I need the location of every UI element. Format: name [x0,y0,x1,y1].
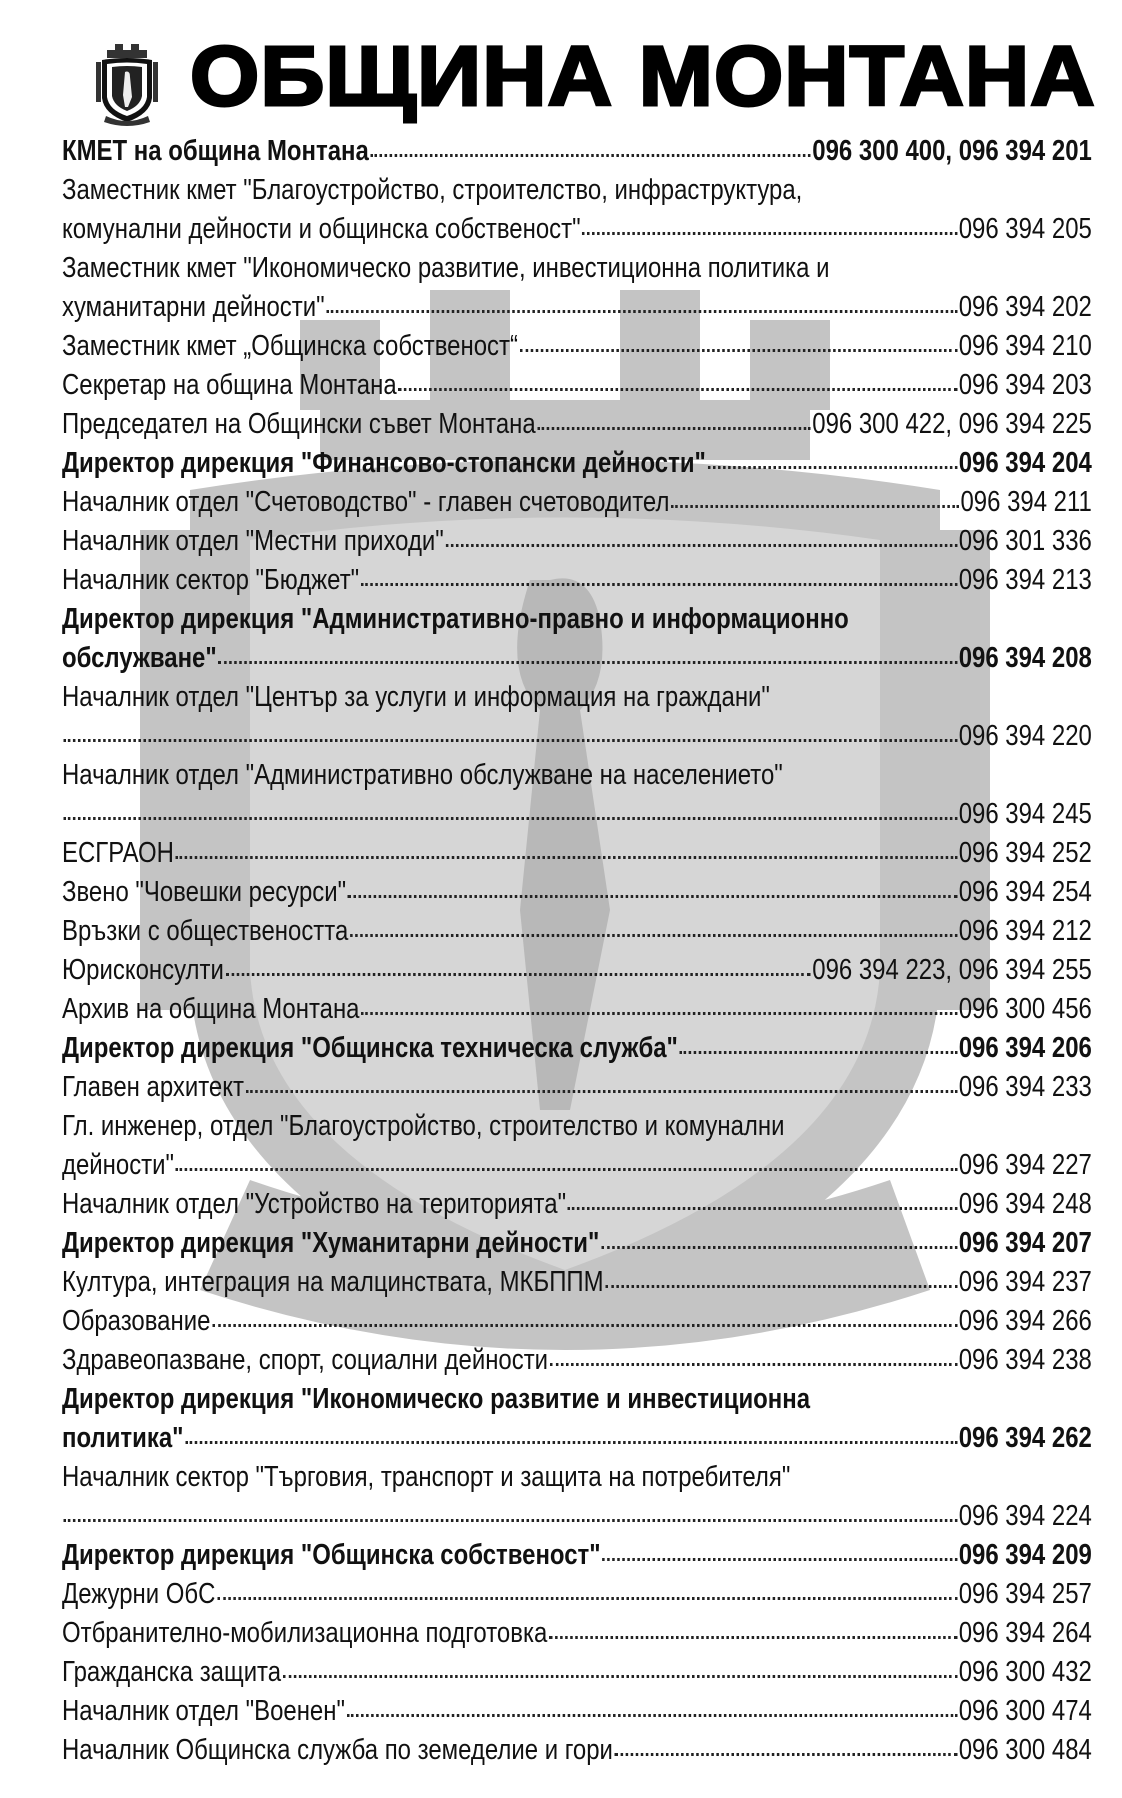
phone-number[interactable]: 096 300 422, 096 394 225 [812,408,1092,440]
dot-leader [671,505,959,508]
dot-leader [537,427,810,430]
entry-label: политика" [62,1422,184,1454]
entry-label: Директор дирекция "Административно-правно и информационно [62,603,849,635]
dot-leader [350,934,957,937]
phone-number[interactable]: 096 394 206 [958,1032,1092,1064]
directory-entry-line [62,834,1092,873]
coat-of-arms-logo [92,40,162,128]
entry-label: Началник отдел "Административно обслужване на населението" [62,759,783,791]
dot-leader [680,1051,957,1054]
entry-label: КМЕТ на община Монтана [62,135,369,167]
dot-leader [568,1207,957,1210]
phone-number[interactable]: 096 394 248 [958,1188,1092,1220]
entry-label: Началник отдел "Военен" [62,1695,345,1727]
phone-number[interactable]: 096 394 245 [958,798,1092,830]
dot-leader [361,1012,957,1015]
directory-entry-line [62,483,1092,522]
entry-label: Секретар на община Монтана [62,369,397,401]
dot-leader [348,895,957,898]
dot-leader [283,1675,957,1678]
directory-entry-line [62,912,1092,951]
directory-entry-line [62,795,1092,834]
directory-entry-line [62,1302,1092,1341]
dot-leader [64,739,957,742]
dot-leader [549,1636,957,1639]
phone-number[interactable]: 096 394 252 [958,837,1092,869]
phone-number[interactable]: 096 394 227 [958,1149,1092,1181]
phone-number[interactable]: 096 394 257 [958,1578,1092,1610]
directory-entry-line [62,561,1092,600]
phone-number[interactable]: 096 394 238 [958,1344,1092,1376]
entry-label: Директор дирекция "Хуманитарни дейности" [62,1227,600,1259]
phone-number[interactable]: 096 394 203 [958,369,1092,401]
phone-number[interactable]: 096 394 202 [958,291,1092,323]
entry-label: Директор дирекция "Икономическо развитие и инвестиционна [62,1383,811,1415]
entry-label: Образование [62,1305,211,1337]
entry-label: Началник отдел "Център за услуги и информация на граждани" [62,681,770,713]
entry-label: ЕСГРАОН [62,837,174,869]
phone-number[interactable]: 096 394 210 [958,330,1092,362]
dot-leader [371,154,811,157]
dot-leader [176,1168,957,1171]
directory-entry-line [62,210,1092,249]
dot-leader [398,388,957,391]
dot-leader [601,1246,957,1249]
phone-directory [62,132,1092,1770]
dot-leader [520,349,957,352]
directory-entry-line [62,405,1092,444]
phone-number[interactable]: 096 300 484 [958,1734,1092,1766]
dot-leader [226,973,811,976]
dot-leader [217,1597,957,1600]
phone-number[interactable]: 096 394 211 [960,486,1092,518]
phone-number[interactable]: 096 394 212 [958,915,1092,947]
phone-number[interactable]: 096 394 207 [958,1227,1092,1259]
entry-label: дейности" [62,1149,175,1181]
entry-label: Директор дирекция "Общинска собственост" [62,1539,601,1571]
directory-heading-line [62,1224,1092,1263]
directory-entry-line [62,1575,1092,1614]
entry-label: Началник отдел "Местни приходи" [62,525,444,557]
entry-label: Председател на Общински съвет Монтана [62,408,536,440]
directory-entry-line [62,1692,1092,1731]
entry-label: Архив на община Монтана [62,993,360,1025]
directory-entry-line [62,1341,1092,1380]
entry-label: Началник отдел "Устройство на територията" [62,1188,567,1220]
entry-label: Началник Общинска служба по земеделие и гори [62,1734,613,1766]
directory-entry-line [62,327,1092,366]
entry-label: Юрисконсулти [62,954,224,986]
entry-label: Началник сектор "Бюджет" [62,564,360,596]
dot-leader [185,1441,957,1444]
dot-leader [326,310,957,313]
directory-heading-line [62,1536,1092,1575]
directory-entry-line [62,1653,1092,1692]
phone-number[interactable]: 096 394 264 [958,1617,1092,1649]
phone-number[interactable]: 096 394 223, 096 394 255 [812,954,1092,986]
entry-label: Култура, интеграция на малцинствата, МКБППМ [62,1266,604,1298]
phone-number[interactable]: 096 394 205 [958,213,1092,245]
entry-label: Гл. инженер, отдел "Благоустройство, строителство и комунални [62,1110,785,1142]
dot-leader [445,544,957,547]
directory-entry-line [62,1614,1092,1653]
entry-label: Здравеопазване, спорт, социални дейности [62,1344,549,1376]
entry-label: хуманитарни дейности" [62,291,325,323]
phone-number[interactable]: 096 394 237 [958,1266,1092,1298]
directory-entry-line [62,1068,1092,1107]
directory-entry-line [62,249,1092,288]
dot-leader [347,1714,957,1717]
dot-leader [218,661,957,664]
dot-leader [246,1090,957,1093]
dot-leader [212,1324,957,1327]
directory-heading-line [62,132,1092,171]
dot-leader [64,1519,957,1522]
directory-entry-line [62,1185,1092,1224]
directory-entry-line [62,678,1092,717]
entry-label: Заместник кмет "Благоустройство, строителство, инфраструктура, [62,174,803,206]
directory-entry-line [62,1107,1092,1146]
directory-entry-line [62,756,1092,795]
directory-entry-line [62,366,1092,405]
dot-leader [582,232,957,235]
entry-label: Директор дирекция "Финансово-стопански дейности" [62,447,706,479]
phone-number[interactable]: 096 394 266 [958,1305,1092,1337]
phone-number[interactable]: 096 300 432 [958,1656,1092,1688]
directory-entry-line [62,1731,1092,1770]
entry-label: комунални дейности и общинска собственост" [62,213,581,245]
phone-number[interactable]: 096 394 224 [958,1500,1092,1532]
entry-label: Звено "Човешки ресурси" [62,876,347,908]
phone-number[interactable]: 096 394 208 [958,642,1092,674]
directory-heading-line [62,1029,1092,1068]
directory-entry-line [62,1263,1092,1302]
directory-entry-line [62,1497,1092,1536]
directory-entry-line [62,1146,1092,1185]
directory-heading-line [62,444,1092,483]
directory-entry-line [62,522,1092,561]
entry-label: Директор дирекция "Общинска техническа служба" [62,1032,678,1064]
dot-leader [605,1285,957,1288]
phone-number[interactable]: 096 300 456 [958,993,1092,1025]
entry-label: обслужване" [62,642,217,674]
phone-number[interactable]: 096 300 400, 096 394 201 [812,135,1092,167]
directory-entry-line [62,990,1092,1029]
phone-directory-list [62,132,1092,1770]
entry-label: Отбранително-мобилизационна подготовка [62,1617,548,1649]
page-title: ОБЩИНА МОНТАНА [190,29,1096,123]
entry-label: Заместник кмет „Общинска собственост“ [62,330,518,362]
directory-entry-line [62,171,1092,210]
entry-label: Началник сектор "Търговия, транспорт и защита на потребителя" [62,1461,791,1493]
dot-leader [361,583,957,586]
entry-label: Гражданска защита [62,1656,282,1688]
directory-entry-line [62,717,1092,756]
directory-entry-line [62,1458,1092,1497]
phone-number[interactable]: 096 394 204 [958,447,1092,479]
directory-heading-line [62,600,1092,639]
dot-leader [550,1363,957,1366]
phone-number[interactable]: 096 301 336 [958,525,1092,557]
phone-number[interactable]: 096 300 474 [958,1695,1092,1727]
directory-entry-line [62,873,1092,912]
dot-leader [615,1753,957,1756]
phone-number[interactable]: 096 394 254 [958,876,1092,908]
directory-entry-line [62,951,1092,990]
phone-number[interactable]: 096 394 233 [958,1071,1092,1103]
directory-entry-line [62,288,1092,327]
phone-number[interactable]: 096 394 262 [958,1422,1092,1454]
entry-label: Заместник кмет "Икономическо развитие, инвестиционна политика и [62,252,830,284]
phone-number[interactable]: 096 394 220 [958,720,1092,752]
directory-heading-line [62,1419,1092,1458]
entry-label: Началник отдел "Счетоводство" - главен счетоводител [62,486,670,518]
directory-heading-line [62,1380,1092,1419]
entry-label: Главен архитект [62,1071,244,1103]
dot-leader [602,1558,957,1561]
entry-label: Дежурни ОбС [62,1578,216,1610]
phone-number[interactable]: 096 394 209 [958,1539,1092,1571]
directory-heading-line [62,639,1092,678]
dot-leader [176,856,957,859]
phone-number[interactable]: 096 394 213 [958,564,1092,596]
dot-leader [64,817,957,820]
dot-leader [708,466,957,469]
entry-label: Връзки с обществеността [62,915,349,947]
